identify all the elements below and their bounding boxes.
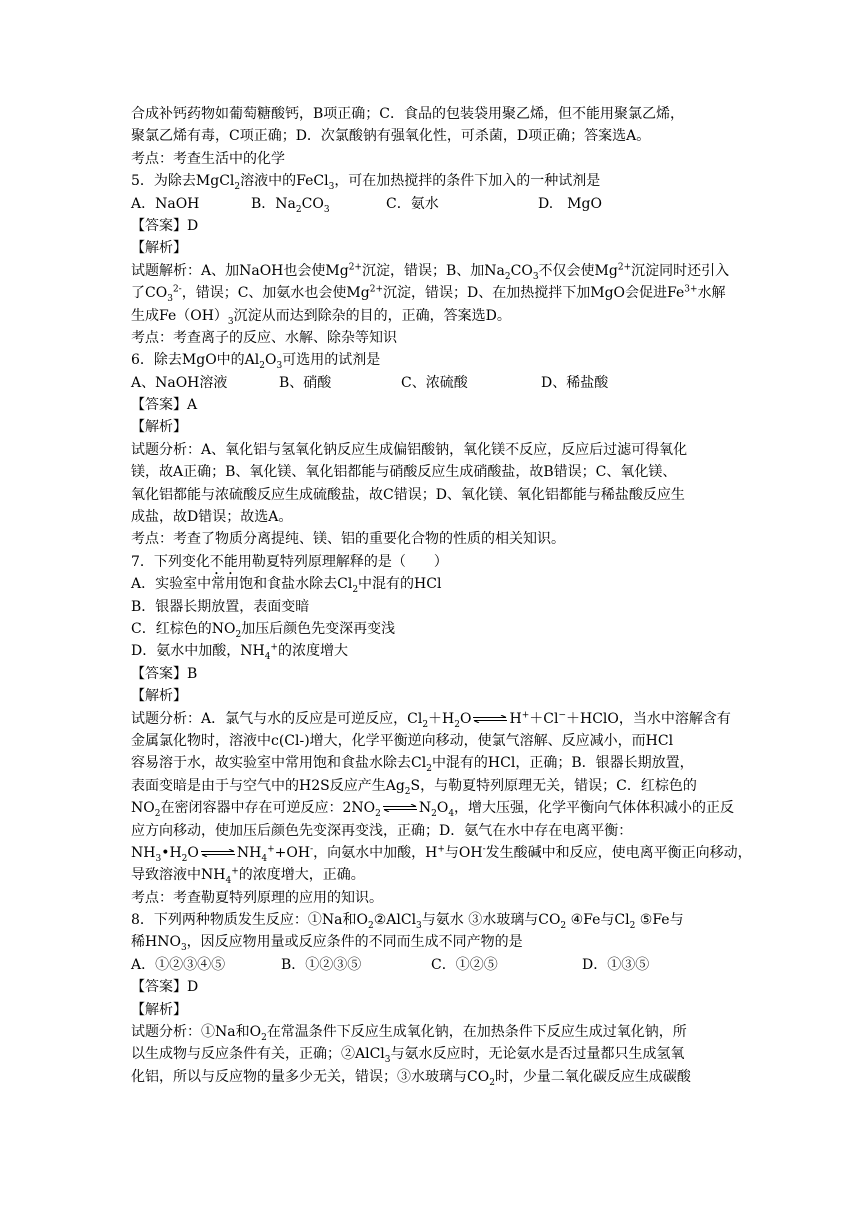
- document-body: [131, 103, 752, 1088]
- text-line: 成盐，故D错误；故选A。: [131, 509, 293, 526]
- question-8-stem: 8．下列两种物质发生反应：①Na和$O_2②AlCl_3$与氨水 ③水玻璃与$CO_2$ ④Fe与$Cl_2$ ⑤Fe与: [131, 912, 684, 931]
- answer-label: 【答案】A: [131, 397, 198, 414]
- text-line: 容易溶于水，故实验室中常用饱和食盐水除去$Cl_2$中混有的HCl，正确；B．银器长期放置，: [131, 755, 694, 775]
- question-8-stem: 稀$HNO_3$，因反应物用量或反应条件的不同而生成不同产物的是: [131, 934, 523, 954]
- answer-label: 【答案】D: [131, 217, 199, 234]
- option-a: A．NaOH: [131, 195, 200, 212]
- option-a: A．①②③④⑤: [131, 956, 226, 973]
- option-c: C．氨水: [386, 195, 439, 212]
- text-line: 试题分析：A．氯气与水的反应是可逆反应，$Cl_2+H_2O$ H+＋Cl−＋HClO，当水中溶解含有: [131, 709, 731, 730]
- text-line: 试题解析：A、加NaOH也会使$Mg^{2+}$沉淀，错误；B、加$Na_2CO_3$不仅会使$Mg^{2+}$沉淀同时还引入: [131, 262, 730, 282]
- question-5-options: [131, 193, 733, 215]
- option-b: B．$Na_2CO_3$: [251, 195, 330, 215]
- text-line: 化铝，所以与反应物的量多少无关，错误；③水玻璃与$CO_2$时，少量二氧化碳反应生成碳酸: [131, 1068, 691, 1088]
- text-line: 氧化铝都能与浓硫酸反应生成硫酸盐，故C错误；D、氧化镁、氧化铝都能与稀盐酸反应生: [131, 486, 685, 503]
- question-6-options: [131, 372, 733, 394]
- text-line: 了$CO_3^{2-}$，错误；C、加氨水也会使$Mg^{2+}$沉淀，错误；D、在加热搅拌下加MgO会促进$Fe^{3+}$水解: [131, 284, 726, 304]
- option-b: B．银器长期放置，表面变暗: [131, 598, 310, 615]
- text-line: 导致溶液中$NH_4^+$的浓度增大，正确。: [131, 866, 365, 887]
- topic-line: 考点：考查勒夏特列原理的应用的知识。: [131, 889, 383, 906]
- option-a: A．实验室中常用饱和食盐水除去$Cl_2$中混有的HCl: [131, 576, 442, 595]
- analysis-label: 【解析】: [131, 1001, 187, 1018]
- option-b: B、硝酸: [279, 374, 332, 391]
- text-line: 表面变暗是由于与空气中的H2S反应产生$Ag_2S$，与勒夏特列原理无关，错误；C．红棕色的: [131, 777, 697, 797]
- text-line: 镁，故A正确；B、氧化镁、氧化铝都能与硝酸反应生成硝酸盐，故B错误；C、氧化镁、: [131, 464, 677, 481]
- equilibrium-arrow-icon: [382, 804, 418, 812]
- question-5-stem: 5．为除去MgCl$_2$溶液中的FeCl$_3$，可在加热搅拌的条件下加入的一种试剂是: [131, 173, 601, 192]
- emphasis-text: 不能: [209, 553, 238, 570]
- text-line: $NO_2$在密闭容器中存在可逆反应：$2NO_2$ $N_2O_4$，增大压强，化学平衡向气体体积减小的正反: [131, 800, 735, 819]
- topic-line: 考点：考查生活中的化学: [131, 150, 285, 167]
- equilibrium-arrow-icon: [472, 715, 508, 723]
- option-c: C、浓硫酸: [401, 374, 468, 391]
- analysis-label: 【解析】: [131, 240, 187, 257]
- text-line: 试题分析：①Na和$O_2$在常温条件下反应生成氧化钠，在加热条件下反应生成过氧化钠，所: [131, 1024, 687, 1043]
- option-d: D．①③⑤: [582, 956, 650, 973]
- topic-line: 考点：考查离子的反应、水解、除杂等知识: [131, 329, 397, 346]
- topic-line: 考点：考查了物质分离提纯、镁、铝的重要化合物的性质的相关知识。: [131, 531, 565, 548]
- text-line: 金属氯化物时，溶液中c(Cl-)增大，化学平衡逆向移动，使氯气溶解、反应减小，而HCl: [131, 732, 674, 749]
- option-c: C．①②⑤: [431, 956, 498, 973]
- option-d: D．氨水中加酸，$NH_4^+$的浓度增大: [131, 642, 348, 663]
- option-d: D、稀盐酸: [541, 374, 609, 391]
- question-6-stem: 6．除去MgO中的$Al_2O_3$可选用的试剂是: [131, 352, 381, 372]
- text-line: 聚氯乙烯有毒，C项正确；D．次氯酸钠有强氧化性，可杀菌，D项正确；答案选A。: [131, 128, 651, 145]
- text-line: 应方向移动，使加压后颜色先变深再变浅，正确；D．氨气在水中存在电离平衡：: [131, 822, 633, 839]
- option-c: C．红棕色的$NO_2$加压后颜色先变深再变浅: [131, 620, 396, 640]
- answer-label: 【答案】B: [131, 665, 198, 682]
- answer-label: 【答案】D: [131, 979, 199, 996]
- analysis-label: 【解析】: [131, 688, 187, 705]
- option-a: A、NaOH溶液: [131, 374, 228, 391]
- text-line: 合成补钙药物如葡萄糖酸钙，B项正确；C．食品的包装袋用聚乙烯，但不能用聚氯乙烯，: [131, 106, 684, 122]
- text-line: 以生成物与反应条件有关，正确；②AlCl$_3$与氨水反应时，无论氨水是否过量都只生成氢氧: [131, 1046, 685, 1066]
- text-line: 生成$Fe(OH)_3$沉淀从而达到除杂的目的，正确，答案选D。: [131, 307, 511, 327]
- option-b: B．①②③⑤: [281, 956, 362, 973]
- option-d: D. MgO: [538, 195, 602, 212]
- text-line: 试题分析：A、氧化铝与氢氧化钠反应生成偏铝酸钠，氧化镁不反应，反应后过滤可得氧化: [131, 441, 688, 458]
- equilibrium-arrow-icon: [200, 849, 236, 857]
- analysis-label: 【解析】: [131, 419, 187, 436]
- question-7-stem: 7．下列变化不能用勒夏特列原理解释的是（ ）: [131, 553, 448, 570]
- question-8-options: [131, 954, 733, 976]
- text-line: $NH_3•H_2O$ $NH_4^++OH^-$，向氨水中加酸，H+与OH-发生酸碱中和反应，使电离平衡正向移动，: [131, 844, 752, 864]
